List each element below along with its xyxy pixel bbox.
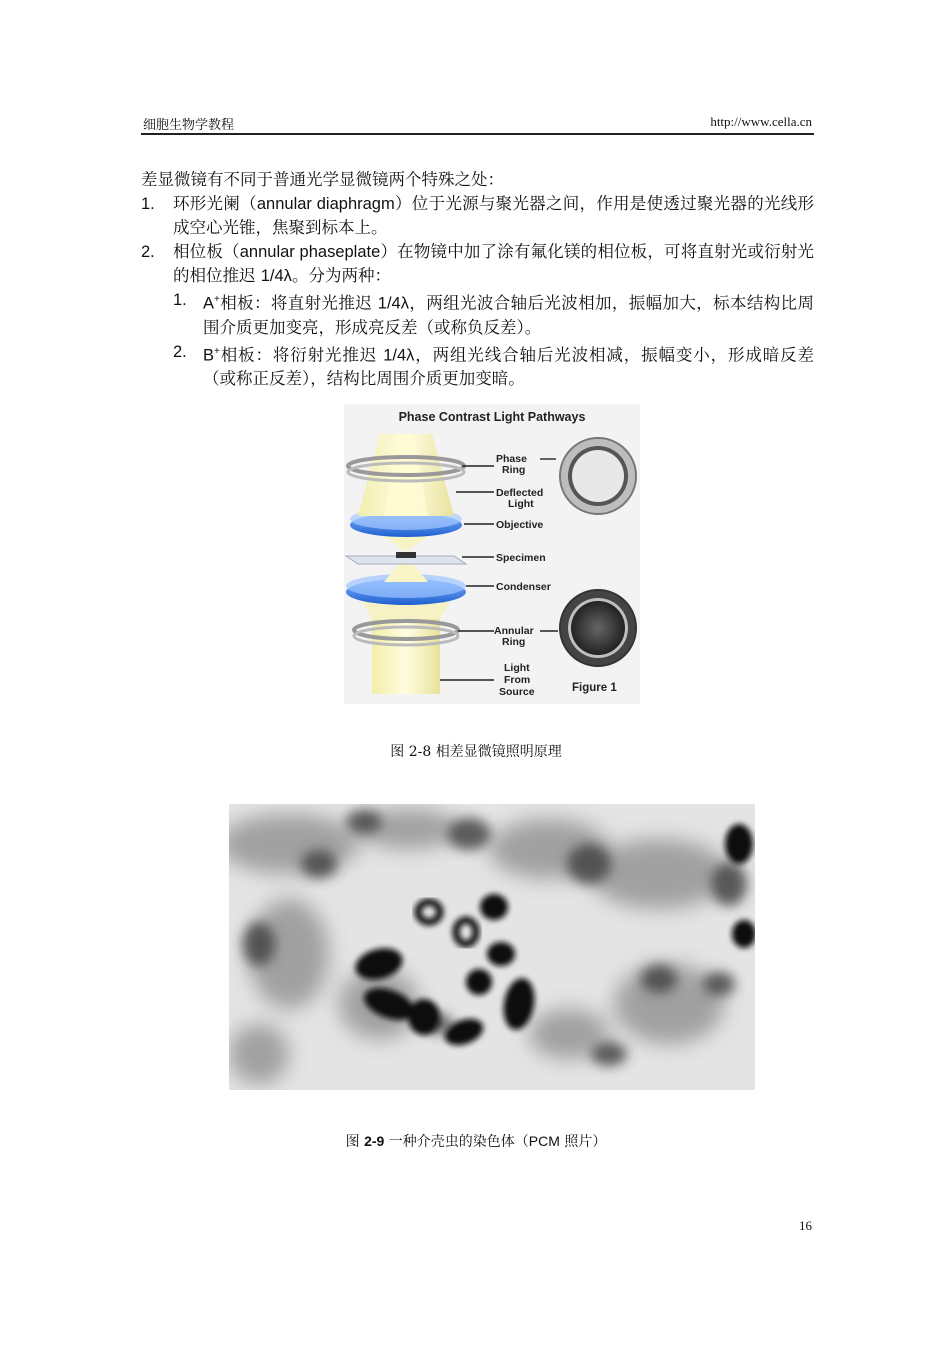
chromosome-pcm-photo <box>229 804 755 1090</box>
item-term: annular phaseplate <box>239 243 381 261</box>
intro-paragraph: 差显微镜有不同于普通光学显微镜两个特殊之处： <box>141 170 504 189</box>
label-light-source-2: From <box>504 674 531 686</box>
item-text: ）位于光源与聚光器之间，作用是使透过聚光器的光线形成空心光锥，焦聚到标本上。 <box>173 194 815 237</box>
caption-text: 图 <box>345 1134 365 1150</box>
label-light: Light <box>508 498 534 510</box>
caption-number: 2-9 <box>364 1133 385 1149</box>
specimen <box>396 552 416 558</box>
label-condenser: Condenser <box>496 581 551 593</box>
plate-letter: A <box>203 294 215 313</box>
figure-label: Figure 1 <box>572 682 617 694</box>
item-text: ，两组光波合轴后光波相加，振幅加大，标本结构比周围介质更加变亮，形成亮反差（或称负反差）。 <box>203 293 815 337</box>
item-text: 。分为两种： <box>291 266 391 285</box>
item-text: 相板：将直射光推迟 <box>219 293 378 313</box>
plate-sup: + <box>214 345 220 357</box>
annular-ring-disc <box>560 590 636 666</box>
item-text: 环形光阑（ <box>173 194 257 213</box>
page-number: 16 <box>799 1218 812 1233</box>
list-number: 2. <box>173 342 187 361</box>
list-number: 2. <box>141 243 155 261</box>
running-header <box>141 112 814 135</box>
phase-contrast-diagram <box>344 404 640 704</box>
list-item <box>141 192 814 240</box>
sub-list-item <box>141 340 814 392</box>
figure-caption-2-8: 图 2-8 相差显微镜照明原理 <box>390 744 562 760</box>
item-value: 1/4λ <box>383 346 415 364</box>
light-source-beam <box>372 619 440 694</box>
item-text: 相位板（ <box>173 242 240 261</box>
item-text: ）在物镜中加了涂有氟化镁的相位板，可将直射光或衍射光的相位推迟 <box>173 242 814 285</box>
label-light-source-1: Light <box>504 662 530 674</box>
figure-caption-2-9 <box>0 1131 952 1151</box>
caption-text: 一种介壳虫的染色体（ <box>384 1134 529 1150</box>
list-number: 1. <box>141 195 155 213</box>
label-annular: Annular <box>494 625 534 637</box>
header-book-title: 细胞生物学教程 <box>143 118 235 133</box>
label-deflected: Deflected <box>496 487 544 499</box>
caption-pcm: PCM <box>528 1133 560 1149</box>
label-specimen: Specimen <box>496 552 546 564</box>
sub-list-item <box>141 288 814 340</box>
label-objective: Objective <box>496 519 544 531</box>
label-light-source-3: Source <box>499 686 535 698</box>
label-ring: Ring <box>502 464 526 476</box>
item-value: 1/4λ <box>260 267 292 285</box>
item-text: 相板：将衍射光推迟 <box>219 345 384 364</box>
header-url[interactable]: http://www.cella.cn <box>710 114 812 129</box>
caption-text: 照片） <box>559 1134 607 1150</box>
item-term: annular diaphragm <box>256 195 395 213</box>
item-value: 1/4λ <box>377 294 409 313</box>
diagram-title: Phase Contrast Light Pathways <box>398 410 586 424</box>
list-item <box>141 240 814 288</box>
main-text <box>141 168 814 391</box>
label-annular-ring: Ring <box>502 636 526 648</box>
phase-ring-disc <box>560 438 636 514</box>
plate-sup: + <box>214 294 220 305</box>
plate-letter: B <box>203 346 215 364</box>
item-text: ，两组光线合轴后光波相减，振幅变小，形成暗反差（或称正反差），结构比周围介质更加变暗。 <box>203 345 814 388</box>
list-number: 1. <box>173 291 187 309</box>
label-phase: Phase <box>496 453 527 465</box>
